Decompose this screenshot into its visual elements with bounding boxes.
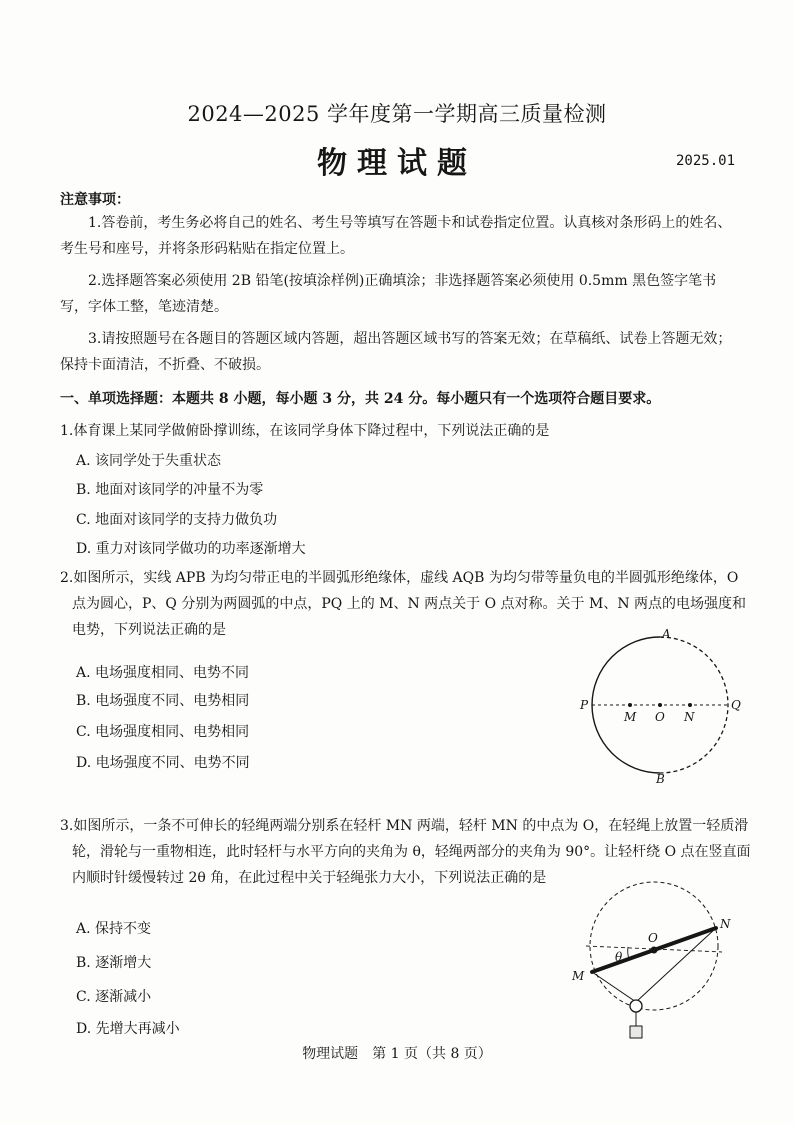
- question-3-option-c: C. 逐渐减小: [76, 989, 152, 1005]
- exam-date: 2025.01: [676, 153, 736, 169]
- section-heading-single-choice: 一、单项选择题：本题共 8 小题，每小题 3 分，共 24 分。每小题只有一个选项符合题目要求。: [60, 391, 661, 407]
- label-p: P: [580, 698, 589, 712]
- label-q: Q: [731, 698, 741, 712]
- question-2-figure: [578, 625, 748, 785]
- notice-item-1: 1.答卷前，考生务必将自己的姓名、考生号等填写在答题卡和试卷指定位置。认真核对条形码上的姓名、考生号和座号，并将条形码粘贴在指定位置上。: [60, 215, 732, 257]
- notice-item-3: 3.请按照题号在各题目的答题区域内答题，超出答题区域书写的答案无效；在草稿纸、试卷上答题无效；保持卡面清洁，不折叠、不破损。: [60, 331, 732, 373]
- label-o: O: [655, 710, 665, 724]
- question-1-stem: 1.体育课上某同学做俯卧撑训练，在该同学身体下降过程中，下列说法正确的是: [60, 423, 550, 439]
- rotation-circle: [590, 882, 718, 1010]
- point-o: [658, 703, 662, 707]
- question-3-stem: 3.如图所示，一条不可伸长的轻绳两端分别系在轻杆 MN 两端，轻杆 MN 的中点为 O，在轻绳上放置一轻质滑轮，滑轮与一重物相连，此时轻杆与水平方向的夹角为 θ，轻绳两部分的夹角为 90°。让轻杆绕 O 点在竖直面内顺时针缓慢转过 2θ 角，在此过程中关于轻绳张力大小，下列说法正确的是: [60, 818, 751, 886]
- page-footer: 物理试题 第 1 页（共 8 页）: [302, 1046, 492, 1062]
- point-o: [651, 947, 658, 954]
- label-m: M: [572, 969, 585, 983]
- rope-left: [592, 972, 636, 1002]
- label-theta: θ: [615, 950, 623, 964]
- label-n: N: [684, 710, 695, 724]
- question-2-option-d: D. 电场强度不同、电势不同: [76, 755, 250, 771]
- point-m: [628, 703, 632, 707]
- hanging-weight: [630, 1026, 642, 1038]
- question-1-option-a: A. 该同学处于失重状态: [76, 453, 222, 469]
- question-3-option-b: B. 逐渐增大: [76, 955, 152, 971]
- question-3-option-a: A. 保持不变: [76, 921, 152, 937]
- label-m: M: [624, 710, 637, 724]
- pulley: [630, 1000, 642, 1012]
- question-3-option-d: D. 先增大再减小: [76, 1021, 180, 1037]
- question-3-figure: [568, 880, 748, 1040]
- point-n: [688, 703, 692, 707]
- notice-item-2: 2.选择题答案必须使用 2B 铅笔(按填涂样例)正确填涂；非选择题答案必须使用 0.5mm 黑色签字笔书写，字体工整，笔迹清楚。: [60, 273, 717, 315]
- question-1-option-b: B. 地面对该同学的冲量不为零: [76, 482, 264, 498]
- label-n: N: [720, 917, 731, 931]
- exam-header-title: 2024—2025 学年度第一学期高三质量检测: [187, 102, 607, 126]
- notice-heading: 注意事项：: [60, 192, 130, 208]
- label-o: O: [648, 931, 658, 945]
- subject-title: 物理试题: [317, 146, 477, 181]
- label-b: B: [656, 772, 665, 785]
- question-2-option-c: C. 电场强度相同、电势相同: [76, 724, 250, 740]
- question-2-option-b: B. 电场强度不同、电势相同: [76, 693, 250, 709]
- question-2-option-a: A. 电场强度相同、电势不同: [76, 665, 250, 681]
- label-a: A: [662, 627, 671, 641]
- question-1-option-c: C. 地面对该同学的支持力做负功: [76, 512, 278, 528]
- solid-arc-apb: [592, 637, 660, 773]
- question-2-stem: 2.如图所示，实线 APB 为均匀带正电的半圆弧形绝缘体，虚线 AQB 为均匀带等量负电的半圆弧形绝缘体，O 点为圆心，P、Q 分别为两圆弧的中点，PQ 上的 M、N 两点关于 O 点对称。关于 M、N 两点的电场强度和电势，下列说法正确的是: [60, 570, 747, 638]
- question-1-option-d: D. 重力对该同学做功的功率逐渐增大: [76, 541, 306, 557]
